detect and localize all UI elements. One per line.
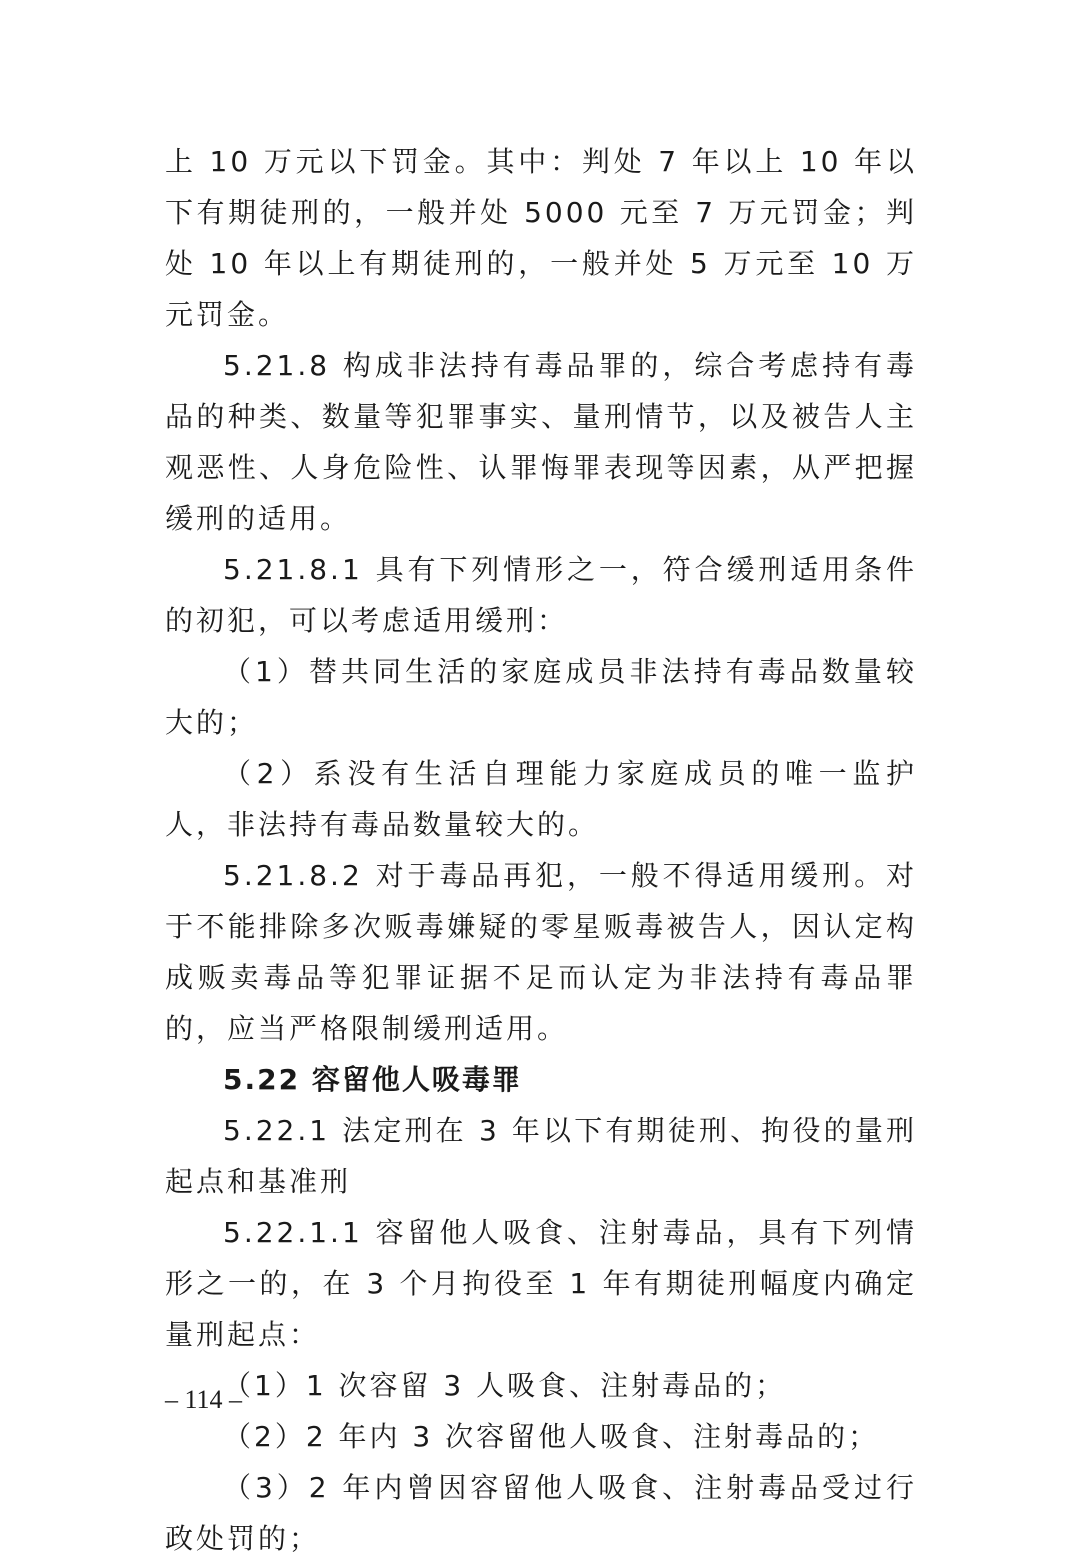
list-item: （2）2 年内 3 次容留他人吸食、注射毒品的； bbox=[223, 1420, 880, 1453]
paragraph: 5.22.1.1 容留他人吸食、注射毒品，具有下列情形之一的，在 3 个月拘役至 1 年有期徒刑幅度内确定量刑起点： bbox=[165, 1216, 917, 1351]
document-body bbox=[165, 136, 917, 1564]
paragraph: 5.21.8 构成非法持有毒品罪的，综合考虑持有毒品的种类、数量等犯罪事实、量刑情节，以及被告人主观恶性、人身危险性、认罪悔罪表现等因素，从严把握缓刑的适用。 bbox=[165, 349, 917, 535]
list-item: （3）2 年内曾因容留他人吸食、注射毒品受过行政处罚的； bbox=[165, 1471, 917, 1555]
list-item: （1）1 次容留 3 人吸食、注射毒品的； bbox=[223, 1369, 787, 1402]
list-item: （2）系没有生活自理能力家庭成员的唯一监护人，非法持有毒品数量较大的。 bbox=[165, 757, 917, 841]
paragraph: 5.21.8.2 对于毒品再犯，一般不得适用缓刑。对于不能排除多次贩毒嫌疑的零星贩毒被告人，因认定构成贩卖毒品等犯罪证据不足而认定为非法持有毒品罪的，应当严格限制缓刑适用。 bbox=[165, 859, 917, 1045]
section-heading: 5.22 容留他人吸毒罪 bbox=[223, 1063, 522, 1096]
paragraph: 上 10 万元以下罚金。其中：判处 7 年以上 10 年以下有期徒刑的，一般并处 5000 元至 7 万元罚金；判处 10 年以上有期徒刑的，一般并处 5 万元至 10 万元罚金。 bbox=[165, 145, 917, 331]
page-number: – 114 – bbox=[165, 1385, 243, 1414]
list-item: （1）替共同生活的家庭成员非法持有毒品数量较大的； bbox=[165, 655, 917, 739]
paragraph: 5.22.1 法定刑在 3 年以下有期徒刑、拘役的量刑起点和基准刑 bbox=[165, 1114, 917, 1198]
paragraph: 5.21.8.1 具有下列情形之一，符合缓刑适用条件的初犯，可以考虑适用缓刑： bbox=[165, 553, 917, 637]
